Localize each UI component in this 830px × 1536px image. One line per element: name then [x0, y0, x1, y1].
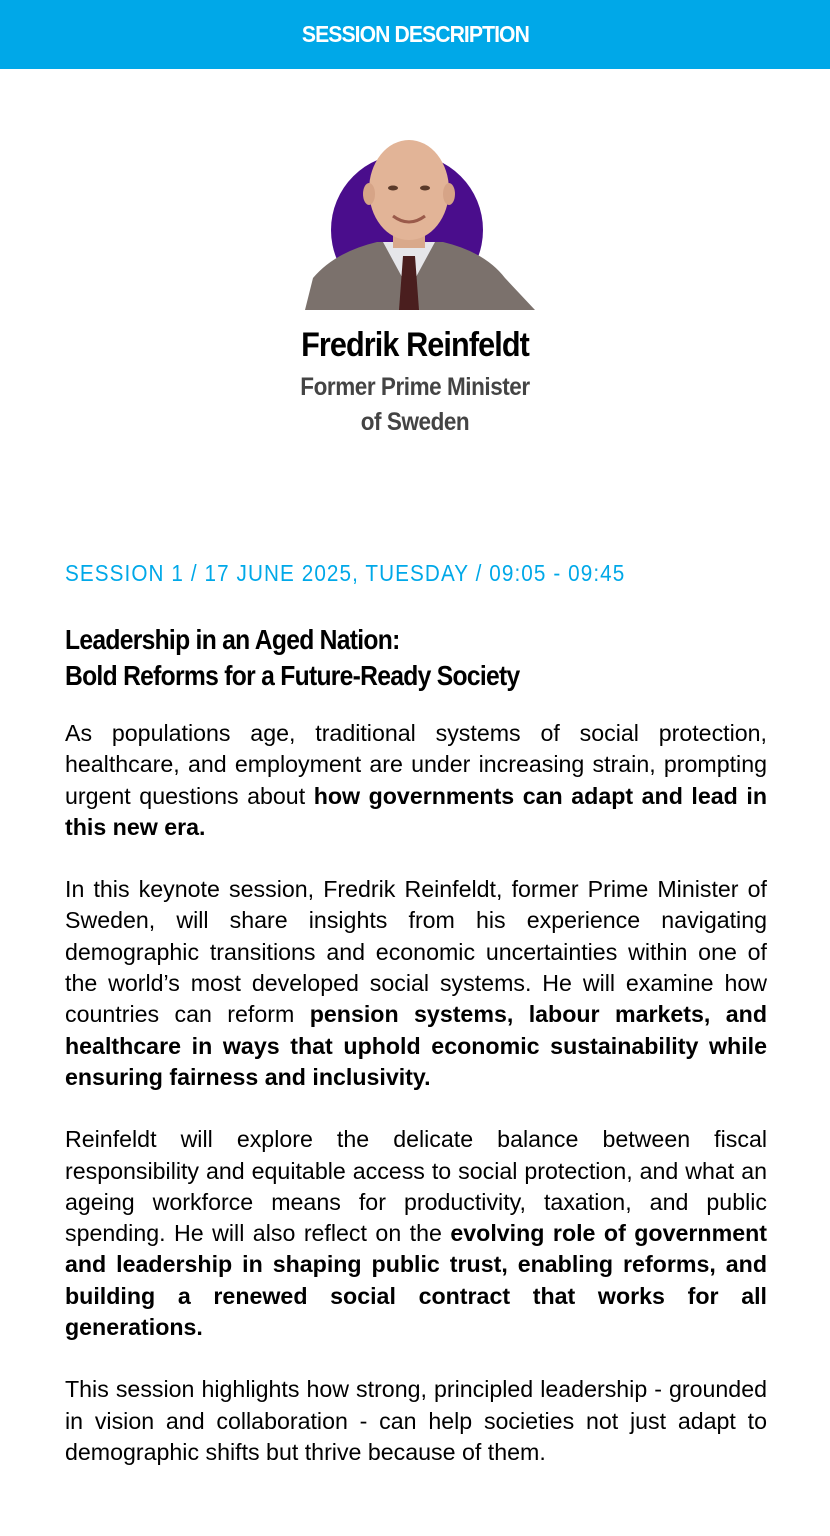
paragraph-4-text: This session highlights how strong, principled leadership - grounded in vision and collaboration - can help societies not just adapt to demographic shifts but thrive because of them. — [65, 1376, 767, 1465]
header-bar — [0, 0, 830, 69]
paragraph-2-text: In this keynote session, Fredrik Reinfeldt, former Prime Minister of Sweden, will share insights from his experience navigating demographic transitions and economic uncertainties within one of the world’s most developed social systems. He will examine how countries can reform — [65, 876, 767, 1028]
speaker-role-line1: Former Prime Minister — [300, 373, 530, 401]
description-paragraph-1 — [65, 718, 767, 843]
session-title-line2: Bold Reforms for a Future-Ready Society — [65, 660, 520, 691]
speaker-name: Fredrik Reinfeldt — [301, 326, 529, 364]
paragraph-1-text: As populations age, traditional systems of social protection, healthcare, and employment are under increasing strain, prompting urgent questions about — [65, 720, 767, 809]
session-description — [65, 718, 767, 1499]
description-paragraph-2 — [65, 874, 767, 1093]
header-title: SESSION DESCRIPTION — [301, 21, 529, 47]
speaker-photo — [305, 130, 535, 310]
paragraph-3-bold: evolving role of government and leadership in shaping public trust, enabling reforms, and building a renewed social contract that works for all generations. — [65, 1220, 767, 1341]
speaker-avatar-image — [305, 130, 535, 310]
description-paragraph-3 — [65, 1124, 767, 1343]
speaker-role — [42, 370, 789, 440]
paragraph-1-bold: how governments can adapt and lead in this new era. — [65, 782, 767, 840]
paragraph-3-text: Reinfeldt will explore the delicate balance between fiscal responsibility and equitable access to social protection, and what an ageing workforce means for productivity, taxation, and public spending. He will also reflect on the — [65, 1126, 767, 1247]
description-paragraph-4 — [65, 1374, 767, 1468]
speaker-role-line2: of Sweden — [360, 408, 470, 436]
paragraph-2-bold: pension systems, labour markets, and healthcare in ways that uphold economic sustainability while ensuring fairness and inclusivity. — [65, 1001, 767, 1090]
session-title-line1: Leadership in an Aged Nation: — [65, 624, 400, 655]
session-meta: SESSION 1 / 17 JUNE 2025, TUESDAY / 09:05 - 09:45 — [65, 560, 626, 586]
session-title — [65, 622, 734, 694]
